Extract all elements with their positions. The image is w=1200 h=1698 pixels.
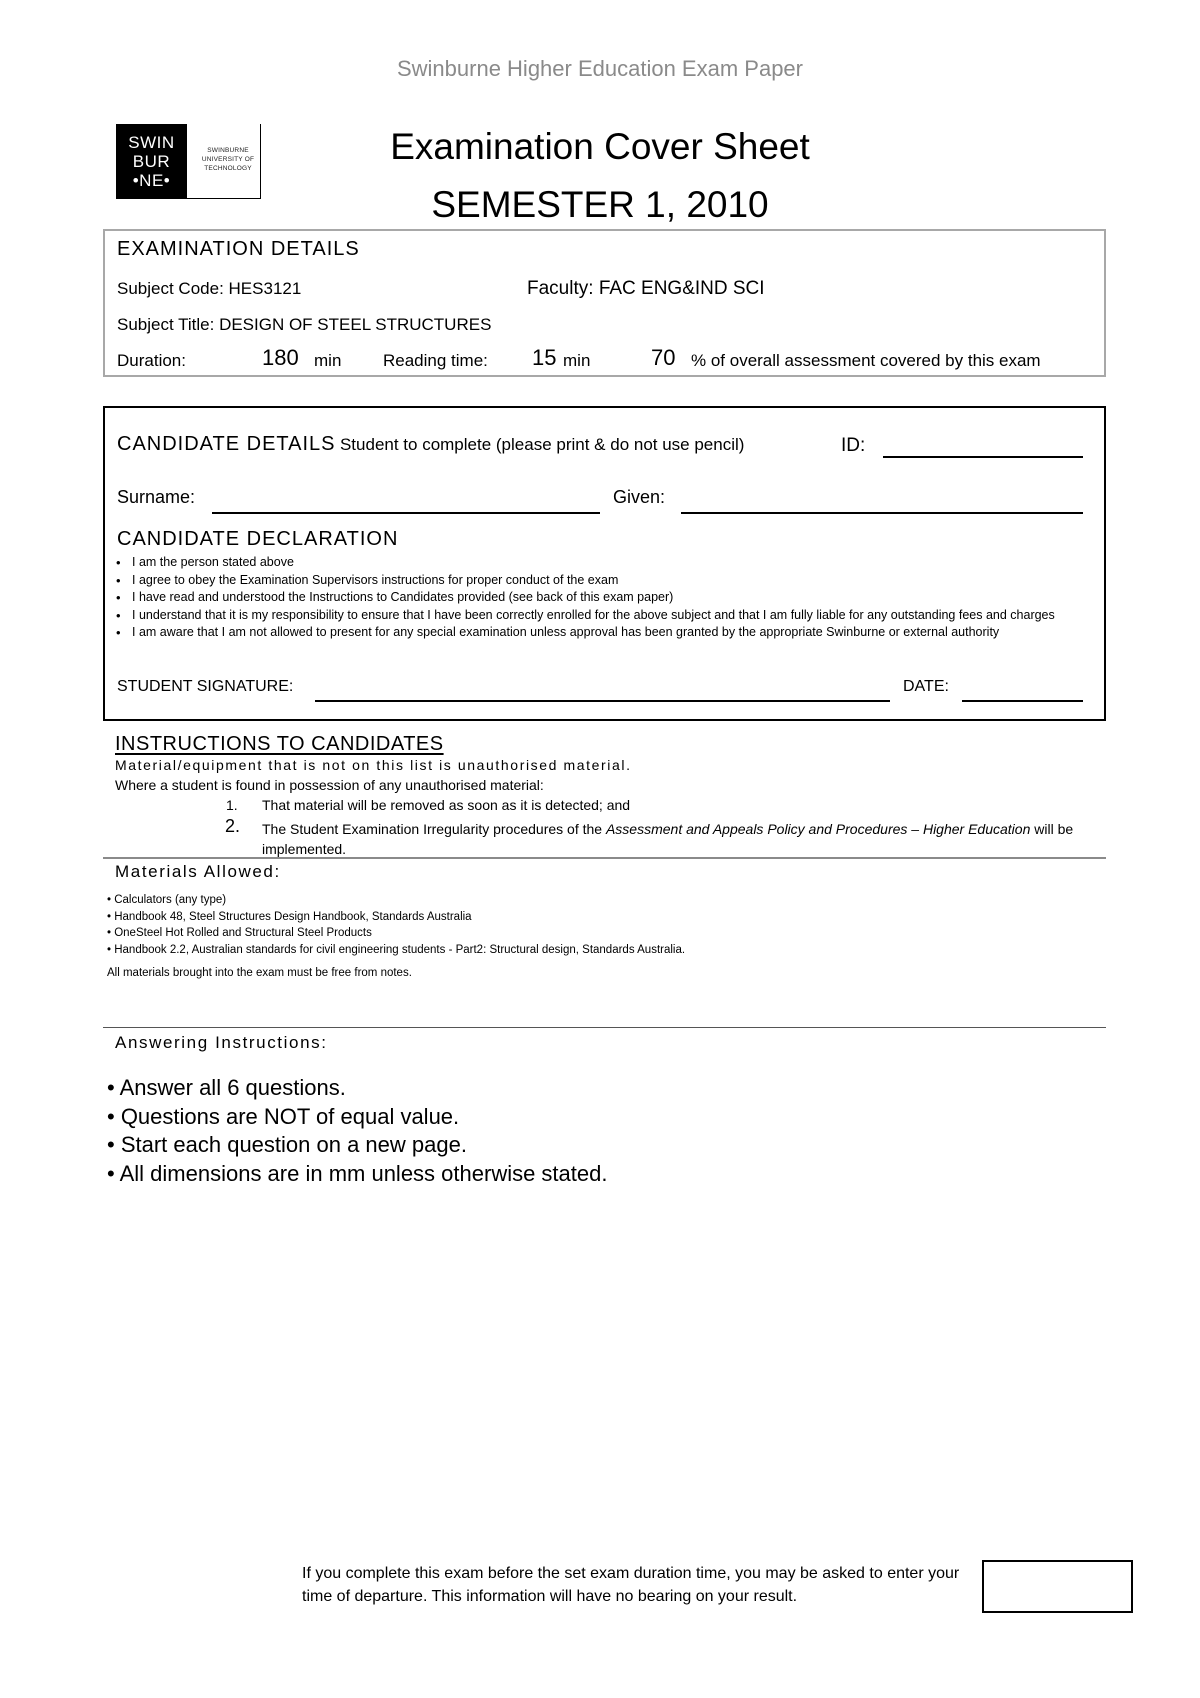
- semester-title: SEMESTER 1, 2010: [431, 184, 769, 225]
- declaration-item: • I understand that it is my responsibility to ensure that I have been correctly enrolled for the above subject and that I am fully liable for any outstanding fees and charges: [115, 607, 1100, 625]
- university-logo: [116, 124, 261, 199]
- answering-heading: Answering Instructions:: [115, 1033, 328, 1052]
- assessment-percent-text: % of overall assessment covered by this exam: [691, 351, 1041, 370]
- policy-name: Assessment and Appeals Policy and Procedures – Higher Education: [605, 821, 1031, 837]
- surname-field[interactable]: [212, 512, 600, 514]
- document-title: Examination Cover Sheet: [390, 126, 810, 167]
- logo-wordmark-line: SWINBURNE: [207, 147, 249, 154]
- logo-wordmark-line: UNIVERSITY OF: [201, 156, 255, 163]
- id-label: ID:: [841, 435, 866, 456]
- declaration-list: [115, 554, 1100, 642]
- logo-mark: [116, 124, 187, 198]
- section-divider: [103, 1027, 1106, 1028]
- logo-wordmark-line: TECHNOLOGY: [204, 165, 252, 172]
- reading-time-unit: min: [563, 351, 591, 370]
- faculty-value: FAC ENG&IND SCI: [598, 278, 765, 299]
- declaration-item: • I have read and understood the Instructions to Candidates provided (see back of this exam paper): [115, 589, 1100, 607]
- materials-note: All materials brought into the exam must be free from notes.: [107, 967, 412, 979]
- subject-title-value: DESIGN OF STEEL STRUCTURES: [219, 315, 492, 334]
- candidate-details-heading: CANDIDATE DETAILS: [117, 433, 336, 455]
- instructions-line-2: Where a student is found in possession of any unauthorised material:: [115, 777, 544, 793]
- declaration-item: • I am the person stated above: [115, 554, 1100, 572]
- given-name-label: Given:: [613, 487, 666, 507]
- instructions-item-number: 1.: [226, 797, 238, 813]
- answering-item: • Questions are NOT of equal value.: [107, 1103, 460, 1129]
- faculty-label: Faculty:: [527, 278, 594, 299]
- duration-label: Duration:: [117, 351, 186, 370]
- date-label: DATE:: [903, 678, 949, 695]
- instructions-item-2-text: The Student Examination Irregularity procedures of the: [262, 821, 606, 837]
- materials-item: • Calculators (any type): [107, 894, 227, 906]
- reading-time-value: 15: [532, 345, 557, 370]
- instructions-item-1: That material will be removed as soon as it is detected; and: [262, 797, 631, 813]
- subject-title-label: Subject Title:: [117, 315, 215, 334]
- examination-details-heading: EXAMINATION DETAILS: [117, 238, 360, 260]
- logo-line: •NE•: [132, 171, 171, 190]
- faculty-row: [527, 278, 765, 300]
- reading-time-label: Reading time:: [383, 351, 488, 370]
- student-signature-field[interactable]: [315, 700, 890, 702]
- subject-code-value: HES3121: [228, 279, 302, 298]
- id-field[interactable]: [883, 456, 1083, 458]
- subject-code-row: [117, 279, 301, 299]
- instructions-line-1: Material/equipment that is not on this list is unauthorised material.: [115, 757, 632, 773]
- assessment-percent-value: 70: [651, 345, 676, 370]
- instructions-item-2-text: will be implemented.: [262, 821, 1074, 857]
- page-header: Swinburne Higher Education Exam Paper: [396, 56, 803, 81]
- departure-time-box[interactable]: [982, 1560, 1133, 1613]
- candidate-declaration-heading: CANDIDATE DECLARATION: [117, 528, 399, 550]
- answering-item: • All dimensions are in mm unless otherwise stated.: [107, 1160, 608, 1186]
- subject-code-label: Subject Code:: [117, 279, 224, 298]
- logo-line: SWIN: [128, 133, 175, 152]
- instructions-heading: INSTRUCTIONS TO CANDIDATES: [115, 733, 444, 755]
- student-signature-label: STUDENT SIGNATURE:: [117, 678, 294, 695]
- given-name-field[interactable]: [681, 512, 1083, 514]
- materials-item: • Handbook 48, Steel Structures Design Handbook, Standards Australia: [107, 910, 472, 923]
- examination-details-box: [103, 229, 1106, 377]
- answering-list: [107, 1074, 607, 1188]
- answering-item: • Answer all 6 questions.: [107, 1075, 346, 1100]
- departure-time-note: If you complete this exam before the set exam duration time, you may be asked to enter your time of departure. This information will have no bearing on your result.: [302, 1565, 960, 1605]
- candidate-details-subheading: Student to complete (please print & do not use pencil): [339, 435, 745, 454]
- section-divider: [103, 857, 1106, 859]
- candidate-details-header: [117, 433, 744, 456]
- logo-line: BUR: [132, 152, 171, 171]
- duration-unit: min: [314, 351, 342, 370]
- logo-wordmark: [196, 146, 260, 173]
- materials-item: • Handbook 2.2, Australian standards for civil engineering students - Part2: Structural design, Standards Australia.: [107, 943, 686, 956]
- answering-item: • Start each question on a new page.: [107, 1132, 467, 1157]
- instructions-item-number: 2.: [225, 816, 241, 836]
- duration-value: 180: [262, 345, 299, 370]
- surname-label: Surname:: [117, 487, 196, 507]
- declaration-item: • I am aware that I am not allowed to present for any special examination unless approval has been granted by the appropriate Swinburne or external authority: [115, 624, 1100, 642]
- date-field[interactable]: [962, 700, 1083, 702]
- instructions-item-2: [262, 819, 1082, 859]
- materials-list: [107, 892, 685, 958]
- materials-item: • OneSteel Hot Rolled and Structural Steel Products: [107, 927, 372, 939]
- declaration-item: • I agree to obey the Examination Supervisors instructions for proper conduct of the exam: [115, 572, 1100, 590]
- materials-heading: Materials Allowed:: [115, 862, 281, 881]
- subject-title-row: [117, 315, 491, 335]
